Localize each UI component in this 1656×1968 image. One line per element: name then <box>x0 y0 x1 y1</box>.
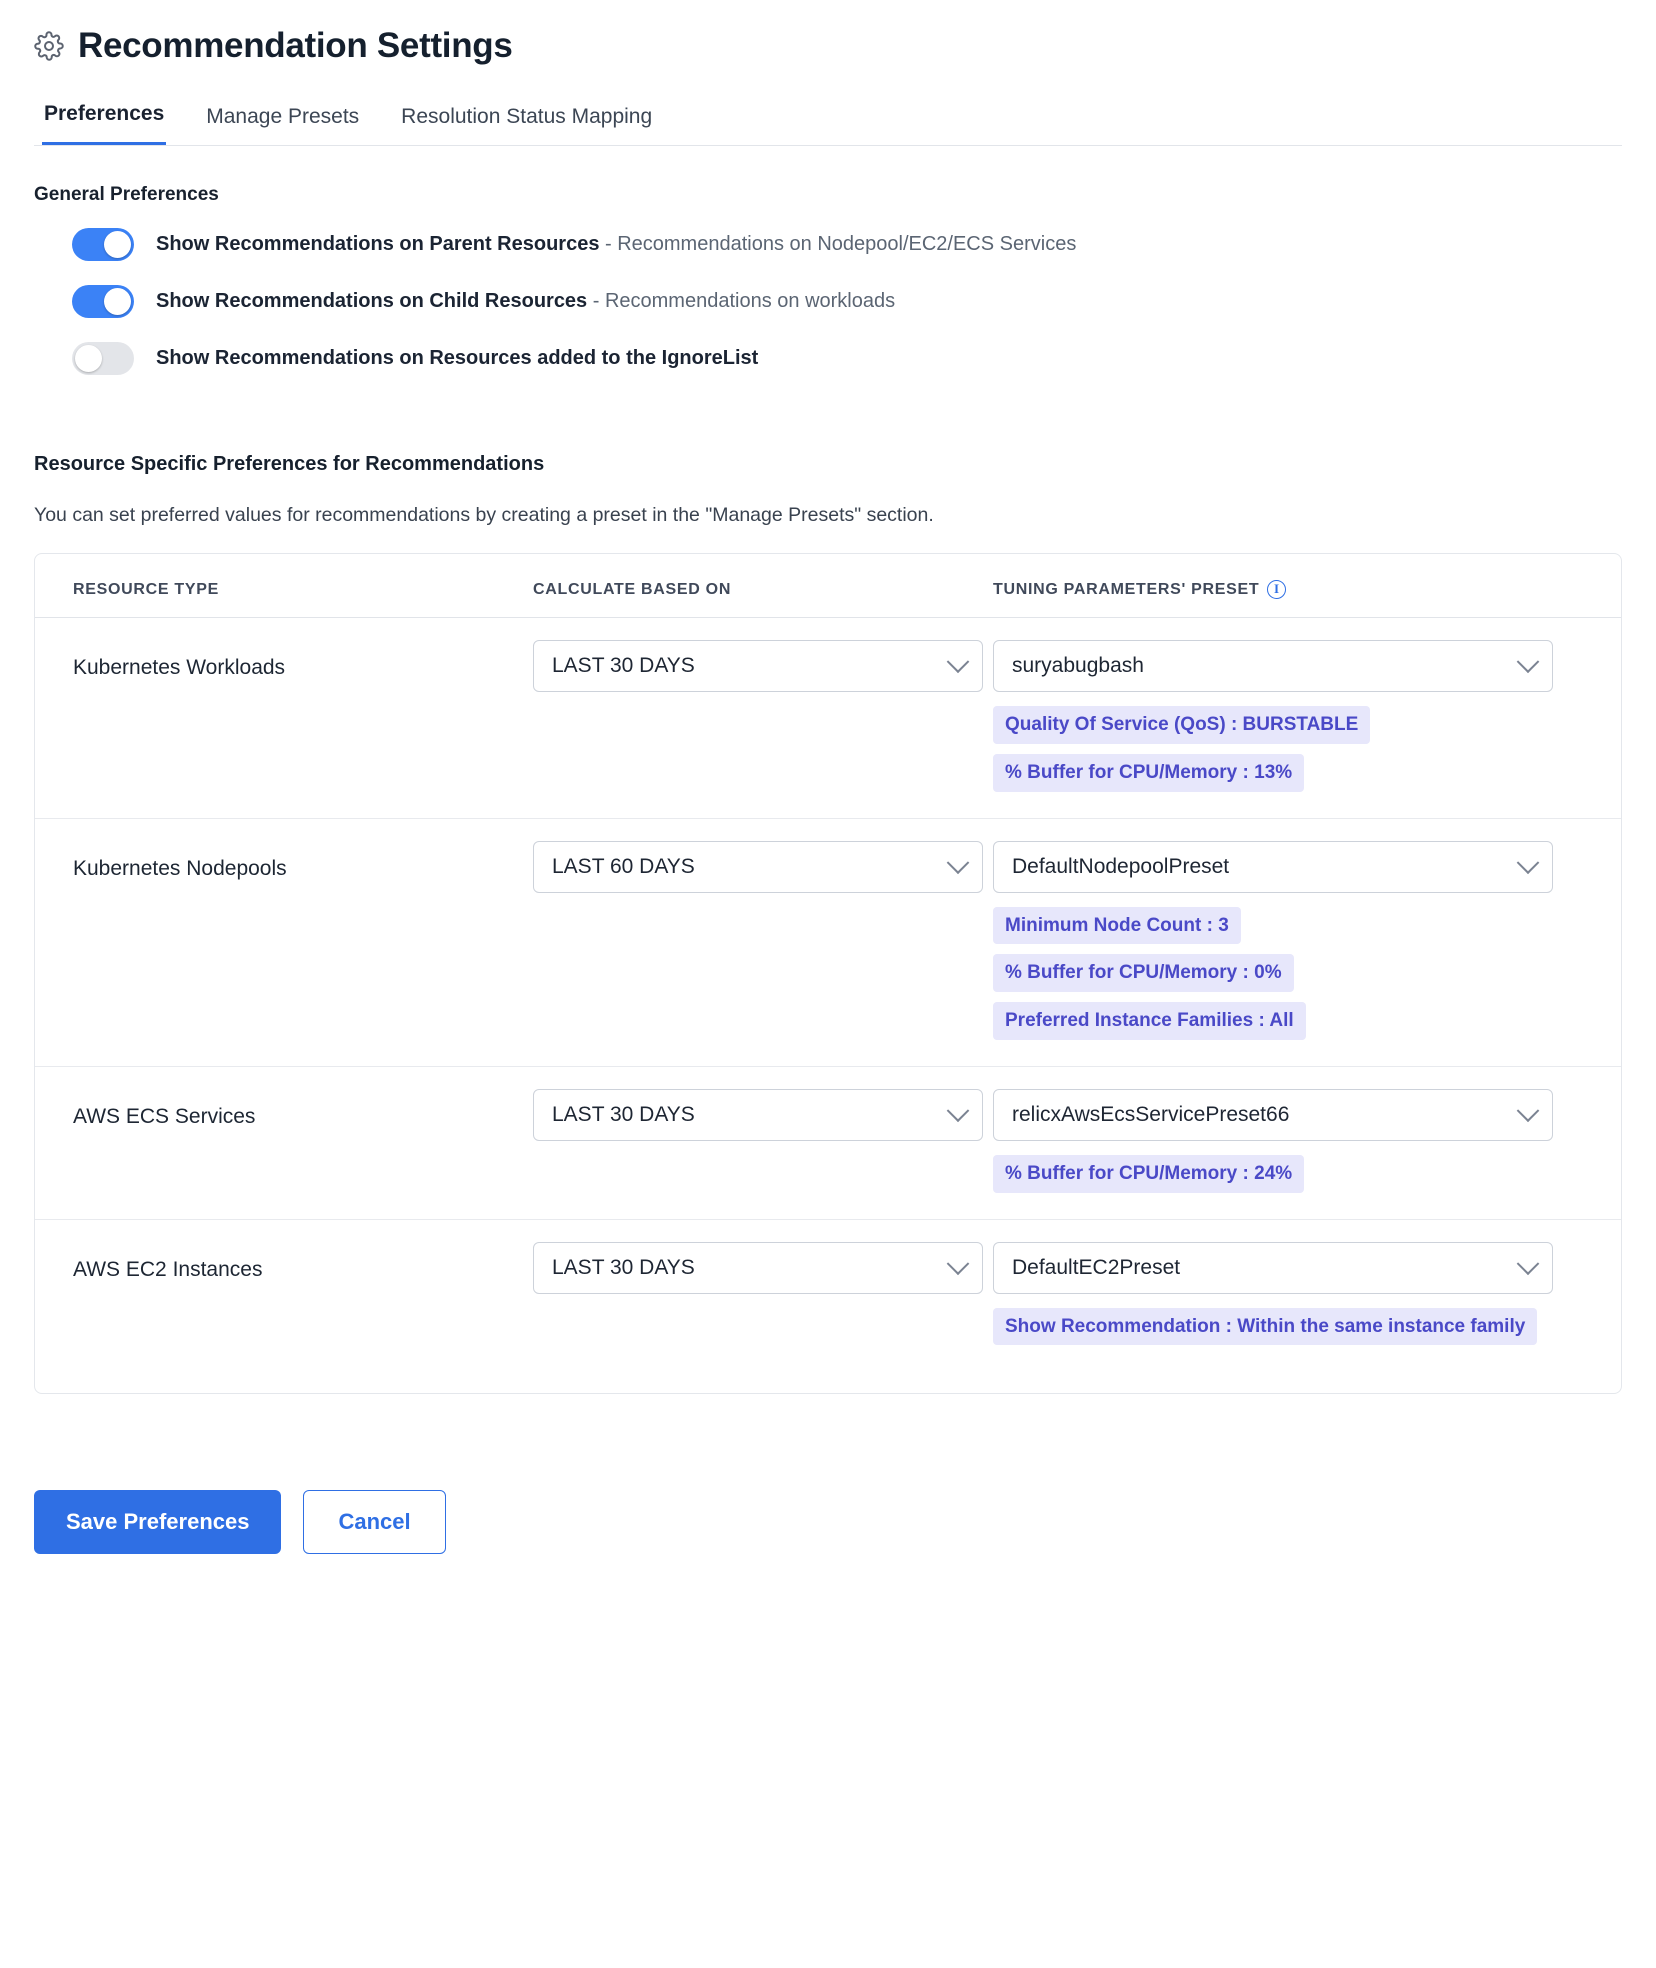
page-title: Recommendation Settings <box>78 26 513 65</box>
chevron-down-icon <box>1517 650 1540 673</box>
preset-chip: % Buffer for CPU/Memory : 0% <box>993 954 1294 992</box>
chevron-down-icon <box>1517 1099 1540 1122</box>
save-preferences-button[interactable]: Save Preferences <box>34 1490 281 1554</box>
toggle-child-resources[interactable] <box>72 285 134 318</box>
info-icon[interactable]: I <box>1267 580 1286 599</box>
column-header-tuning-preset-label: TUNING PARAMETERS' PRESET <box>993 580 1260 598</box>
preset-chip: Preferred Instance Families : All <box>993 1002 1306 1040</box>
toggle-knob <box>104 288 131 315</box>
table-row <box>35 1066 1621 1219</box>
row-resource-type: AWS EC2 Instances <box>73 1257 263 1281</box>
row-resource-type: Kubernetes Workloads <box>73 656 286 679</box>
toggle-parent-resources[interactable] <box>72 228 134 261</box>
calculate-based-on-select-aws-ec2-instances[interactable] <box>533 1242 983 1294</box>
row-preset-cell <box>993 1089 1553 1193</box>
calculate-based-on-select-kubernetes-nodepools[interactable] <box>533 841 983 893</box>
select-value: DefaultEC2Preset <box>1012 1255 1181 1279</box>
preference-row-ignorelist <box>34 342 1622 375</box>
row-resource-type: Kubernetes Nodepools <box>73 856 287 880</box>
resource-preferences-title: Resource Specific Preferences for Recommendations <box>34 453 545 475</box>
tab-manage-presets[interactable]: Manage Presets <box>206 105 360 128</box>
toggle-ignorelist-title: Show Recommendations on Resources added to the IgnoreList <box>156 347 759 369</box>
tab-resolution-status-mapping[interactable]: Resolution Status Mapping <box>401 105 653 128</box>
select-value: LAST 30 DAYS <box>552 1255 695 1279</box>
column-header-tuning-preset <box>993 580 1583 599</box>
preset-chip: Minimum Node Count : 3 <box>993 907 1241 945</box>
cancel-button[interactable]: Cancel <box>303 1490 445 1554</box>
calculate-based-on-select-aws-ecs-services[interactable] <box>533 1089 983 1141</box>
tuning-preset-select-kubernetes-nodepools[interactable] <box>993 841 1553 893</box>
resource-preferences-help: You can set preferred values for recommendations by creating a preset in the "Manage Presets" section. <box>34 504 934 526</box>
select-value: suryabugbash <box>1012 654 1144 677</box>
column-header-calculate-based-on: CALCULATE BASED ON <box>533 580 732 598</box>
preset-chips <box>993 1155 1553 1193</box>
toggle-knob <box>75 345 102 372</box>
form-actions <box>34 1394 1622 1594</box>
row-calculate-cell <box>533 640 993 792</box>
row-calculate-cell <box>533 1242 993 1346</box>
page-header <box>34 26 1622 92</box>
toggle-child-resources-label <box>156 290 895 313</box>
table-row <box>35 617 1621 818</box>
select-value: LAST 30 DAYS <box>552 1102 695 1126</box>
tuning-preset-select-kubernetes-workloads[interactable] <box>993 640 1553 692</box>
table-header-row <box>35 554 1621 617</box>
chevron-down-icon <box>947 1252 970 1275</box>
chevron-down-icon <box>1517 851 1540 874</box>
row-preset-cell <box>993 841 1553 1040</box>
resource-preferences-table <box>34 553 1622 1394</box>
preset-chips <box>993 907 1553 1040</box>
tab-bar <box>34 92 1622 146</box>
general-preferences-title: General Preferences <box>34 184 219 205</box>
toggle-child-resources-desc: - Recommendations on workloads <box>587 290 896 312</box>
general-preferences-toggles <box>34 228 1622 375</box>
toggle-parent-resources-desc: - Recommendations on Nodepool/EC2/ECS Services <box>599 233 1077 255</box>
chevron-down-icon <box>947 650 970 673</box>
preset-chip: Quality Of Service (QoS) : BURSTABLE <box>993 706 1370 744</box>
tuning-preset-select-aws-ecs-services[interactable] <box>993 1089 1553 1141</box>
select-value: LAST 30 DAYS <box>552 654 695 677</box>
row-preset-cell <box>993 640 1553 792</box>
table-row <box>35 818 1621 1066</box>
preset-chip: % Buffer for CPU/Memory : 13% <box>993 754 1304 792</box>
row-preset-cell <box>993 1242 1553 1346</box>
table-row <box>35 1219 1621 1372</box>
preset-chips <box>993 1308 1553 1346</box>
select-value: relicxAwsEcsServicePreset66 <box>1012 1102 1290 1126</box>
preference-row-parent-resources <box>34 228 1622 261</box>
tab-preferences[interactable]: Preferences <box>42 92 166 145</box>
chevron-down-icon <box>947 1099 970 1122</box>
toggle-ignorelist-label <box>156 347 758 370</box>
column-header-resource-type: RESOURCE TYPE <box>73 580 220 598</box>
toggle-parent-resources-label <box>156 233 1076 256</box>
row-calculate-cell <box>533 1089 993 1193</box>
preset-chip: Show Recommendation : Within the same instance family <box>993 1308 1537 1346</box>
row-resource-type: AWS ECS Services <box>73 1104 256 1128</box>
preference-row-child-resources <box>34 285 1622 318</box>
calculate-based-on-select-kubernetes-workloads[interactable] <box>533 640 983 692</box>
preset-chip: % Buffer for CPU/Memory : 24% <box>993 1155 1304 1193</box>
toggle-ignorelist-resources[interactable] <box>72 342 134 375</box>
select-value: LAST 60 DAYS <box>552 854 695 878</box>
chevron-down-icon <box>1517 1252 1540 1275</box>
tuning-preset-select-aws-ec2-instances[interactable] <box>993 1242 1553 1294</box>
chevron-down-icon <box>947 851 970 874</box>
toggle-child-resources-title: Show Recommendations on Child Resources <box>156 290 588 312</box>
toggle-parent-resources-title: Show Recommendations on Parent Resources <box>156 233 600 255</box>
gear-icon <box>34 31 64 61</box>
select-value: DefaultNodepoolPreset <box>1012 854 1230 878</box>
toggle-knob <box>104 231 131 258</box>
preset-chips <box>993 706 1553 792</box>
row-calculate-cell <box>533 841 993 1040</box>
